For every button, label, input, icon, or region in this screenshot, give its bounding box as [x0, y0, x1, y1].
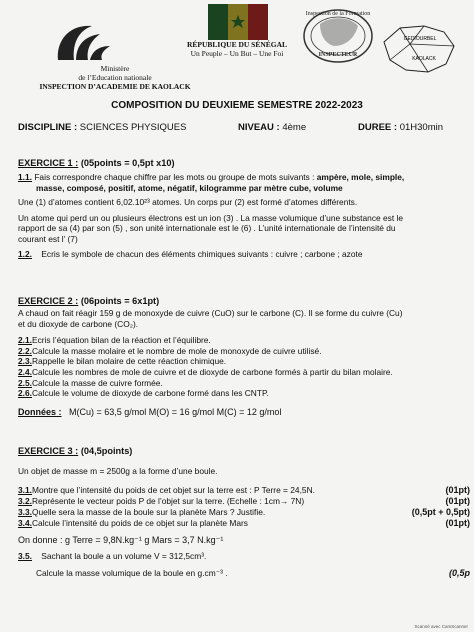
q2-5 [18, 378, 464, 389]
q3-1-text: Montre que l’intensité du poids de cet objet sur la terre est : P Terre = 24,5N. [31, 484, 315, 495]
ex1-paragraph3: rapport de sa (4) par son (5) , son unité internationale est le (6) . L’unité internationale de l’intensité du [18, 223, 396, 234]
q2-6-number: 2.6. [18, 388, 32, 399]
q3-2 [18, 496, 470, 507]
q3-3 [18, 507, 470, 518]
q2-3-text: Rappelle le bilan molaire de cette réaction chimique. [31, 356, 227, 367]
q2-3 [18, 356, 464, 367]
q3-5-line1 [18, 551, 470, 562]
q2-1 [18, 335, 464, 346]
q1-1-text: Fais correspondre chaque chiffre par les mots ou groupe de mots suivants : [34, 172, 315, 182]
q3-3-points: (0,5pt + 0,5pt) [411, 506, 470, 517]
q3-5-text: Sachant la boule a un volume V = 312,5cm³. [41, 551, 207, 562]
ministry-block [30, 64, 200, 91]
q1-1-words1: ampère, mole, simple, [316, 172, 405, 182]
q2-1-number: 2.1. [18, 335, 32, 346]
national-motto: Un Peuple – Un But – Une Foi [190, 49, 284, 58]
map-label-1: KAOLACK [412, 56, 436, 62]
region-map [380, 20, 458, 78]
q2-5-number: 2.5. [18, 377, 32, 388]
republic-name: RÉPUBLIQUE DU SÉNÉGAL [186, 40, 288, 49]
exercise1-points: (05points = 0,5pt x10) [80, 158, 175, 168]
exercise1-body [18, 172, 464, 259]
q2-1-text: Ecris l’équation bilan de la réaction et l’équilibre. [31, 335, 211, 346]
ex2-data-line [18, 407, 464, 418]
q2-3-number: 2.3. [18, 356, 32, 367]
exercise1-title: EXERCICE 1 : [18, 158, 79, 168]
discipline-label: DISCIPLINE : [18, 122, 78, 133]
q1-2-text: Ecris le symbole de chacun des éléments chimiques suivants : cuivre ; carbone ; azote [41, 248, 363, 259]
discipline-row [18, 122, 186, 133]
senegal-flag [208, 4, 268, 40]
exercise3-heading [18, 446, 132, 456]
exercise3-title: EXERCICE 3 : [18, 446, 79, 456]
ex2-intro1: A chaud on fait réagir 159 g de monoxyde de cuivre (CuO) sur le carbone (C). Il se forme du cuivre (Cu) [18, 308, 403, 318]
q2-4-text: Calcule les nombres de mole de cuivre et de dioxyde de carbone formés à partir du bilan molaire. [31, 366, 393, 377]
exercise2-body [18, 308, 464, 417]
stamp-top-text: Inspection de la Formation [305, 11, 371, 17]
q2-2 [18, 346, 464, 357]
niveau-row [238, 122, 306, 133]
q3-2-points: (01pt) [445, 495, 470, 506]
q3-5-text2: Calcule la masse volumique de la boule en g.cm⁻³ . [36, 567, 228, 578]
q1-2-line [18, 249, 464, 260]
donnees-values: M(Cu) = 63,5 g/mol M(O) = 16 g/mol M(C) = 12 g/mol [69, 406, 282, 417]
exercise2-title: EXERCICE 2 : [18, 296, 79, 306]
q2-5-text: Calcule la masse de cuivre formée. [31, 377, 163, 388]
donnees-label: Données : [18, 406, 62, 417]
duree-row [358, 122, 443, 133]
ex3-intro: Un objet de masse m = 2500g a la forme d’une boule. [18, 466, 218, 476]
q1-2-number: 1.2. [18, 248, 32, 259]
q1-1-line1 [18, 172, 464, 183]
q3-4-points: (01pt) [445, 517, 470, 528]
republic-block [182, 40, 292, 58]
q3-1-number: 3.1. [18, 484, 32, 495]
q2-6 [18, 388, 464, 399]
q2-2-number: 2.2. [18, 345, 32, 356]
ex3-question-list [18, 485, 470, 529]
q3-4-number: 3.4. [18, 517, 32, 528]
ministry-line1: Ministère [100, 64, 130, 73]
exercise3-points: (04,5points) [80, 446, 133, 456]
niveau-label: NIVEAU : [238, 122, 280, 133]
stamp-mid-text: INSPECTEUR [318, 52, 358, 58]
ex1-paragraph1: Une (1) d’atomes contient 6,02.10²³ atomes. Un corps pur (2) est formé d’atomes différents. [18, 197, 358, 208]
q1-1-words2: masse, composé, positif, atome, négatif, kilogramme par mètre cube, volume [36, 182, 343, 193]
ex2-question-list [18, 335, 464, 399]
q3-4-text: Calcule l’intensité du poids de ce objet sur la planète Mars [31, 517, 248, 528]
q2-2-text: Calcule la masse molaire et le nombre de mole de monoxyde de cuivre utilisé. [31, 345, 322, 356]
ex1-paragraph4: courant est l’ (7) [18, 233, 78, 244]
q3-5 [18, 551, 470, 578]
q3-3-number: 3.3. [18, 506, 32, 517]
niveau-value: 4ème [282, 122, 307, 133]
scanner-watermark: Scanné avec CamScanner [414, 624, 468, 629]
q1-1-number: 1.1. [18, 172, 32, 182]
official-stamp [300, 6, 376, 66]
q2-4 [18, 367, 464, 378]
q3-3-text: Quelle sera la masse de la boule sur la planète Mars ? Justifie. [31, 506, 266, 517]
q3-4 [18, 518, 470, 529]
q3-1-points: (01pt) [445, 484, 470, 495]
exercise3-body [18, 466, 470, 578]
q3-5-number: 3.5. [18, 551, 32, 562]
ministry-logo [52, 20, 114, 64]
q3-1 [18, 485, 470, 496]
ex2-intro2: et du dioxyde de carbone (CO₂). [18, 318, 139, 329]
q3-5-points: (0,5p [448, 568, 470, 579]
q2-4-number: 2.4. [18, 366, 32, 377]
q3-2-number: 3.2. [18, 495, 32, 506]
academy-name: INSPECTION D’ACADEMIE DE KAOLACK [39, 82, 191, 91]
exam-title: COMPOSITION DU DEUXIEME SEMESTRE 2022-2023 [111, 100, 363, 111]
exercise1-heading [18, 158, 175, 168]
q3-2-text: Représente le vecteur poids P de l’objet sur la terre. (Echelle : 1cm→ 7N) [31, 495, 305, 506]
ministry-line2: de l’Education nationale [78, 73, 152, 82]
ex3-given-data: On donne : g Terre = 9,8N.kg⁻¹ g Mars = 3,7 N.kg⁻¹ [18, 534, 224, 545]
duree-label: DUREE : [358, 122, 398, 133]
exercise2-heading [18, 296, 159, 306]
q2-6-text: Calcule le volume de dioxyde de carbone formé dans les CNTP. [31, 388, 269, 399]
discipline-value: SCIENCES PHYSIQUES [79, 122, 187, 133]
exercise2-points: (06points = 6x1pt) [80, 296, 160, 306]
duree-value: 01H30min [399, 122, 444, 133]
ex1-paragraph2: Un atome qui perd un ou plusieurs électrons est un ion (3) . La masse volumique d’une substance est le [18, 212, 404, 223]
map-label-0: GEDIOURBEL [403, 36, 437, 42]
